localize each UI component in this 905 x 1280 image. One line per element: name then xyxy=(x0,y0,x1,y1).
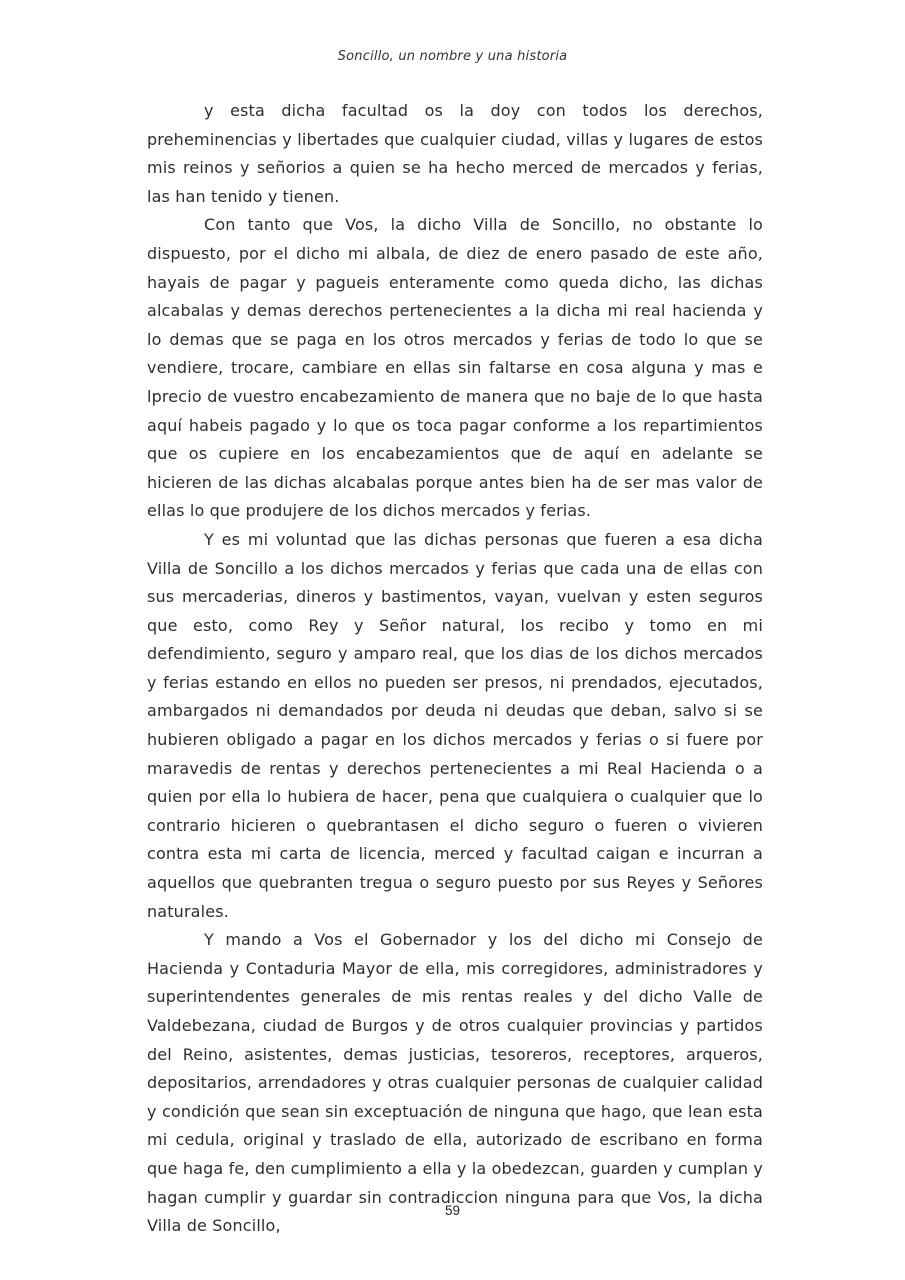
page-number: 59 xyxy=(444,1203,461,1218)
document-body xyxy=(147,97,763,1241)
paragraph: Con tanto que Vos, la dicho Villa de Soncillo, no obstante lo dispuesto, por el dicho mi albala, de diez de enero pasado de este año, hayais de pagar y pagueis enteramente como queda dicho, las dichas alcabalas y demas derechos pertenecientes a la dicha mi real hacienda y lo demas que se paga en los otros mercados y ferias de todo lo que se vendiere, trocare, cambiare en ellas sin faltarse en cosa alguna y mas e lprecio de vuestro encabezamiento de manera que no baje de lo que hasta aquí habeis pagado y lo que os toca pagar conforme a los repartimientos que os cupiere en los encabezamientos que de aquí en adelante se hicieren de las dichas alcabalas porque antes bien ha de ser mas valor de ellas lo que produjere de los dichos mercados y ferias. xyxy=(147,215,763,521)
running-header: Soncillo, un nombre y una historia xyxy=(337,49,568,64)
paragraph: y esta dicha facultad os la doy con todos los derechos, preheminencias y libertades que cualquier ciudad, villas y lugares de estos mis reinos y señorios a quien se ha hecho merced de mercados y ferias, las han tenido y tienen. xyxy=(147,101,763,206)
paragraph: Y mando a Vos el Gobernador y los del dicho mi Consejo de Hacienda y Contaduria Mayor de ella, mis corregidores, administradores y superintendentes generales de mis rentas reales y del dicho Valle de Valdebezana, ciudad de Burgos y de otros cualquier provincias y partidos del Reino, asistentes, demas justicias, tesoreros, receptores, arqueros, depositarios, arrendadores y otras cualquier personas de cualquier calidad y condición que sean sin exceptuación de ninguna que hago, que lean esta mi cedula, original y traslado de ella, autorizado de escribano en forma que haga fe, den cumplimiento a ella y la obedezcan, guarden y cumplan y hagan cumplir y guardar sin contradiccion ninguna para que Vos, la dicha Villa de Soncillo, xyxy=(147,930,763,1236)
paragraph: Y es mi voluntad que las dichas personas que fueren a esa dicha Villa de Soncillo a los dichos mercados y ferias que cada una de ellas con sus mercaderias, dineros y bastimentos, vayan, vuelvan y esten seguros que esto, como Rey y Señor natural, los recibo y tomo en mi defendimiento, seguro y amparo real, que los dias de los dichos mercados y ferias estando en ellos no pueden ser presos, ni prendados, ejecutados, ambargados ni demandados por deuda ni deudas que deban, salvo si se hubieren obligado a pagar en los dichos mercados y ferias o si fuere por maravedis de rentas y derechos pertenecientes a mi Real Hacienda o a quien por ella lo hubiera de hacer, pena que cualquiera o cualquier que lo contrario hicieren o quebrantasen el dicho seguro o fueren o vivieren contra esta mi carta de licencia, merced y facultad caigan e incurran a aquellos que quebranten tregua o seguro puesto por sus Reyes y Señores naturales. xyxy=(147,529,763,921)
